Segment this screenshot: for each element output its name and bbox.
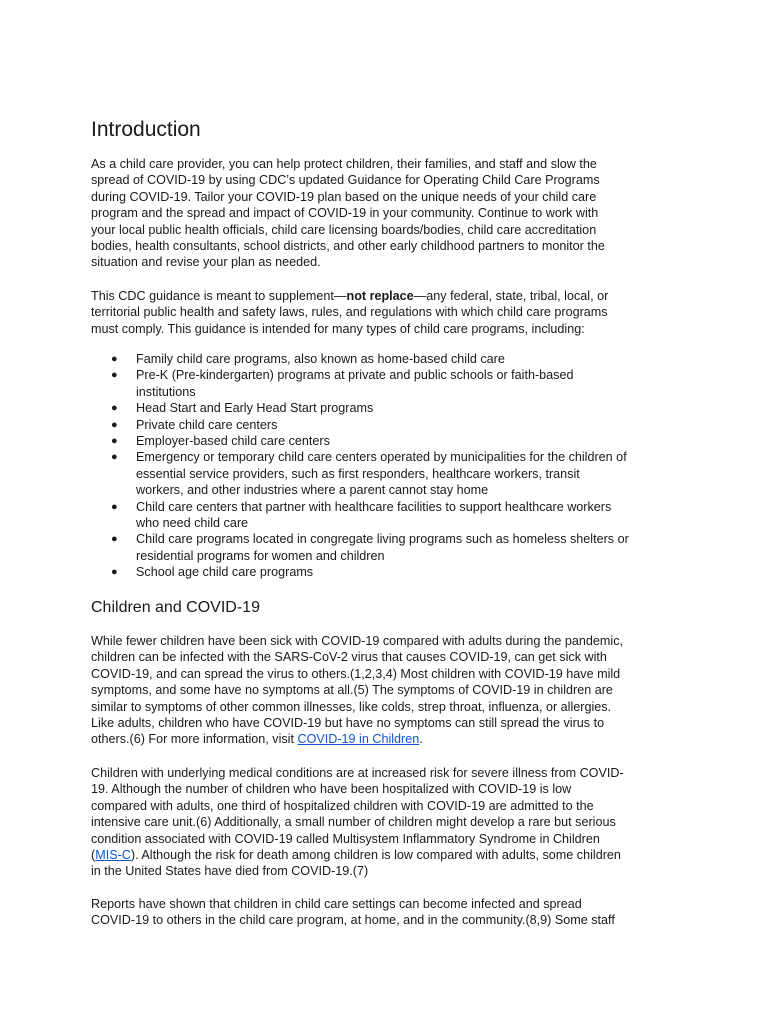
text-line: As a child care provider, you can help protect children, their families, and staff and slow the: [91, 157, 597, 171]
list-item: ● Child care programs located in congregate living programs such as homeless shelters or residential programs for women and children: [111, 532, 629, 563]
list-item: ● Pre-K (Pre-kindergarten) programs at private and public schools or faith-based institutions: [111, 368, 574, 399]
children-paragraph-3: [91, 896, 615, 929]
bullet-icon: ●: [111, 566, 118, 579]
intro-paragraph-1: [91, 156, 605, 271]
text-line: (MIS-C). Although the risk for death among children is low compared with adults, some children: [91, 848, 621, 863]
covid-in-children-link[interactable]: COVID-19 in Children: [297, 732, 420, 747]
text-line: [91, 288, 608, 304]
text-rest: —any federal, state, tribal, local, or: [413, 289, 609, 303]
text-line: compared with adults, one third of hospitalized children with COVID-19 are admitted to the: [91, 798, 594, 813]
text-line: COVID-19, and can spread the virus to others.(1,2,3,4) Most children with COVID-19 have mild: [91, 666, 621, 681]
children-paragraph-1: [91, 633, 623, 748]
text-line: children can be infected with the SARS-CoV-2 virus that causes COVID-19, can get sick with: [91, 650, 607, 665]
heading-introduction: Introduction: [91, 118, 201, 141]
bullet-icon: ●: [111, 435, 118, 448]
bullet-icon: ●: [111, 369, 118, 382]
list-item: ● Child care centers that partner with healthcare facilities to support healthcare workers who need child care: [111, 499, 612, 531]
list-item: ● Family child care programs, also known as home-based child care: [111, 352, 505, 366]
list-item: ● Employer-based child care centers: [111, 434, 330, 449]
list-item: ● Private child care centers: [111, 417, 278, 432]
text-line: spread of COVID-19 by using CDC’s updated Guidance for Operating Child Care Programs: [91, 173, 600, 188]
text-line: condition associated with COVID-19 called Multisystem Inflammatory Syndrome in Children: [91, 831, 600, 846]
text-line: territorial public health and safety laws, rules, and regulations with which child care programs: [91, 305, 608, 320]
children-paragraph-2: [91, 765, 624, 880]
bullet-icon: ●: [111, 533, 118, 546]
bullet-icon: ●: [111, 451, 118, 464]
text-line: program and the spread and impact of COVID-19 in your community. Continue to work with: [91, 206, 599, 221]
text-lead: This CDC guidance is meant to supplement—: [91, 289, 347, 303]
mis-c-link[interactable]: MIS-C: [95, 848, 131, 863]
text-line: bodies, health consultants, school districts, and other early childhood partners to monitor the: [91, 239, 605, 254]
text-line: Children with underlying medical conditions are at increased risk for severe illness from COVID-: [91, 766, 624, 780]
bullet-icon: ●: [111, 418, 118, 431]
text-line: While fewer children have been sick with COVID-19 compared with adults during the pandemic,: [91, 634, 623, 648]
intro-paragraph-2: [91, 288, 608, 337]
text-line: Reports have shown that children in child care settings can become infected and spread: [91, 897, 582, 911]
text-line: situation and revise your plan as needed.: [91, 255, 321, 270]
list-item: ● School age child care programs: [111, 565, 314, 580]
text-line: Like adults, children who have COVID-19 but have no symptoms can still spread the virus to: [91, 716, 605, 731]
text-line: COVID-19 to others in the child care program, at home, and in the community.(8,9) Some staff: [91, 913, 615, 928]
text-line: symptoms, and some have no symptoms at all.(5) The symptoms of COVID-19 in children are: [91, 683, 613, 698]
list-item: ● Head Start and Early Head Start programs: [111, 401, 374, 416]
text-line: 19. Although the number of children who have been hospitalized with COVID-19 is low: [91, 782, 572, 797]
bullet-icon: ●: [111, 500, 118, 513]
text-line: similar to symptoms of other common illnesses, like colds, strep throat, influenza, or allergies.: [91, 699, 612, 714]
text-line: during COVID-19. Tailor your COVID-19 plan based on the unique needs of your child care: [91, 189, 597, 204]
text-line: in the United States have died from COVID-19.(7): [91, 864, 369, 879]
text-line: must comply. This guidance is intended for many types of child care programs, including:: [91, 321, 585, 336]
list-item: ● Emergency or temporary child care centers operated by municipalities for the children of essential service providers, such as first responders, healthcare workers, transit workers, and other industries where a parent cannot stay home: [111, 450, 627, 498]
bullet-icon: ●: [111, 402, 118, 415]
bullet-icon: ●: [111, 353, 118, 365]
program-types-list: [91, 351, 629, 581]
text-line: your local public health officials, child care licensing boards/bodies, child care accreditation: [91, 222, 597, 237]
text-line: others.(6) For more information, visit COVID-19 in Children.: [91, 732, 423, 747]
text-line: intensive care unit.(6) Additionally, a small number of children might develop a rare but serious: [91, 815, 616, 830]
heading-children-and-covid: Children and COVID-19: [91, 599, 260, 616]
bold-emphasis: not replace: [346, 289, 414, 303]
